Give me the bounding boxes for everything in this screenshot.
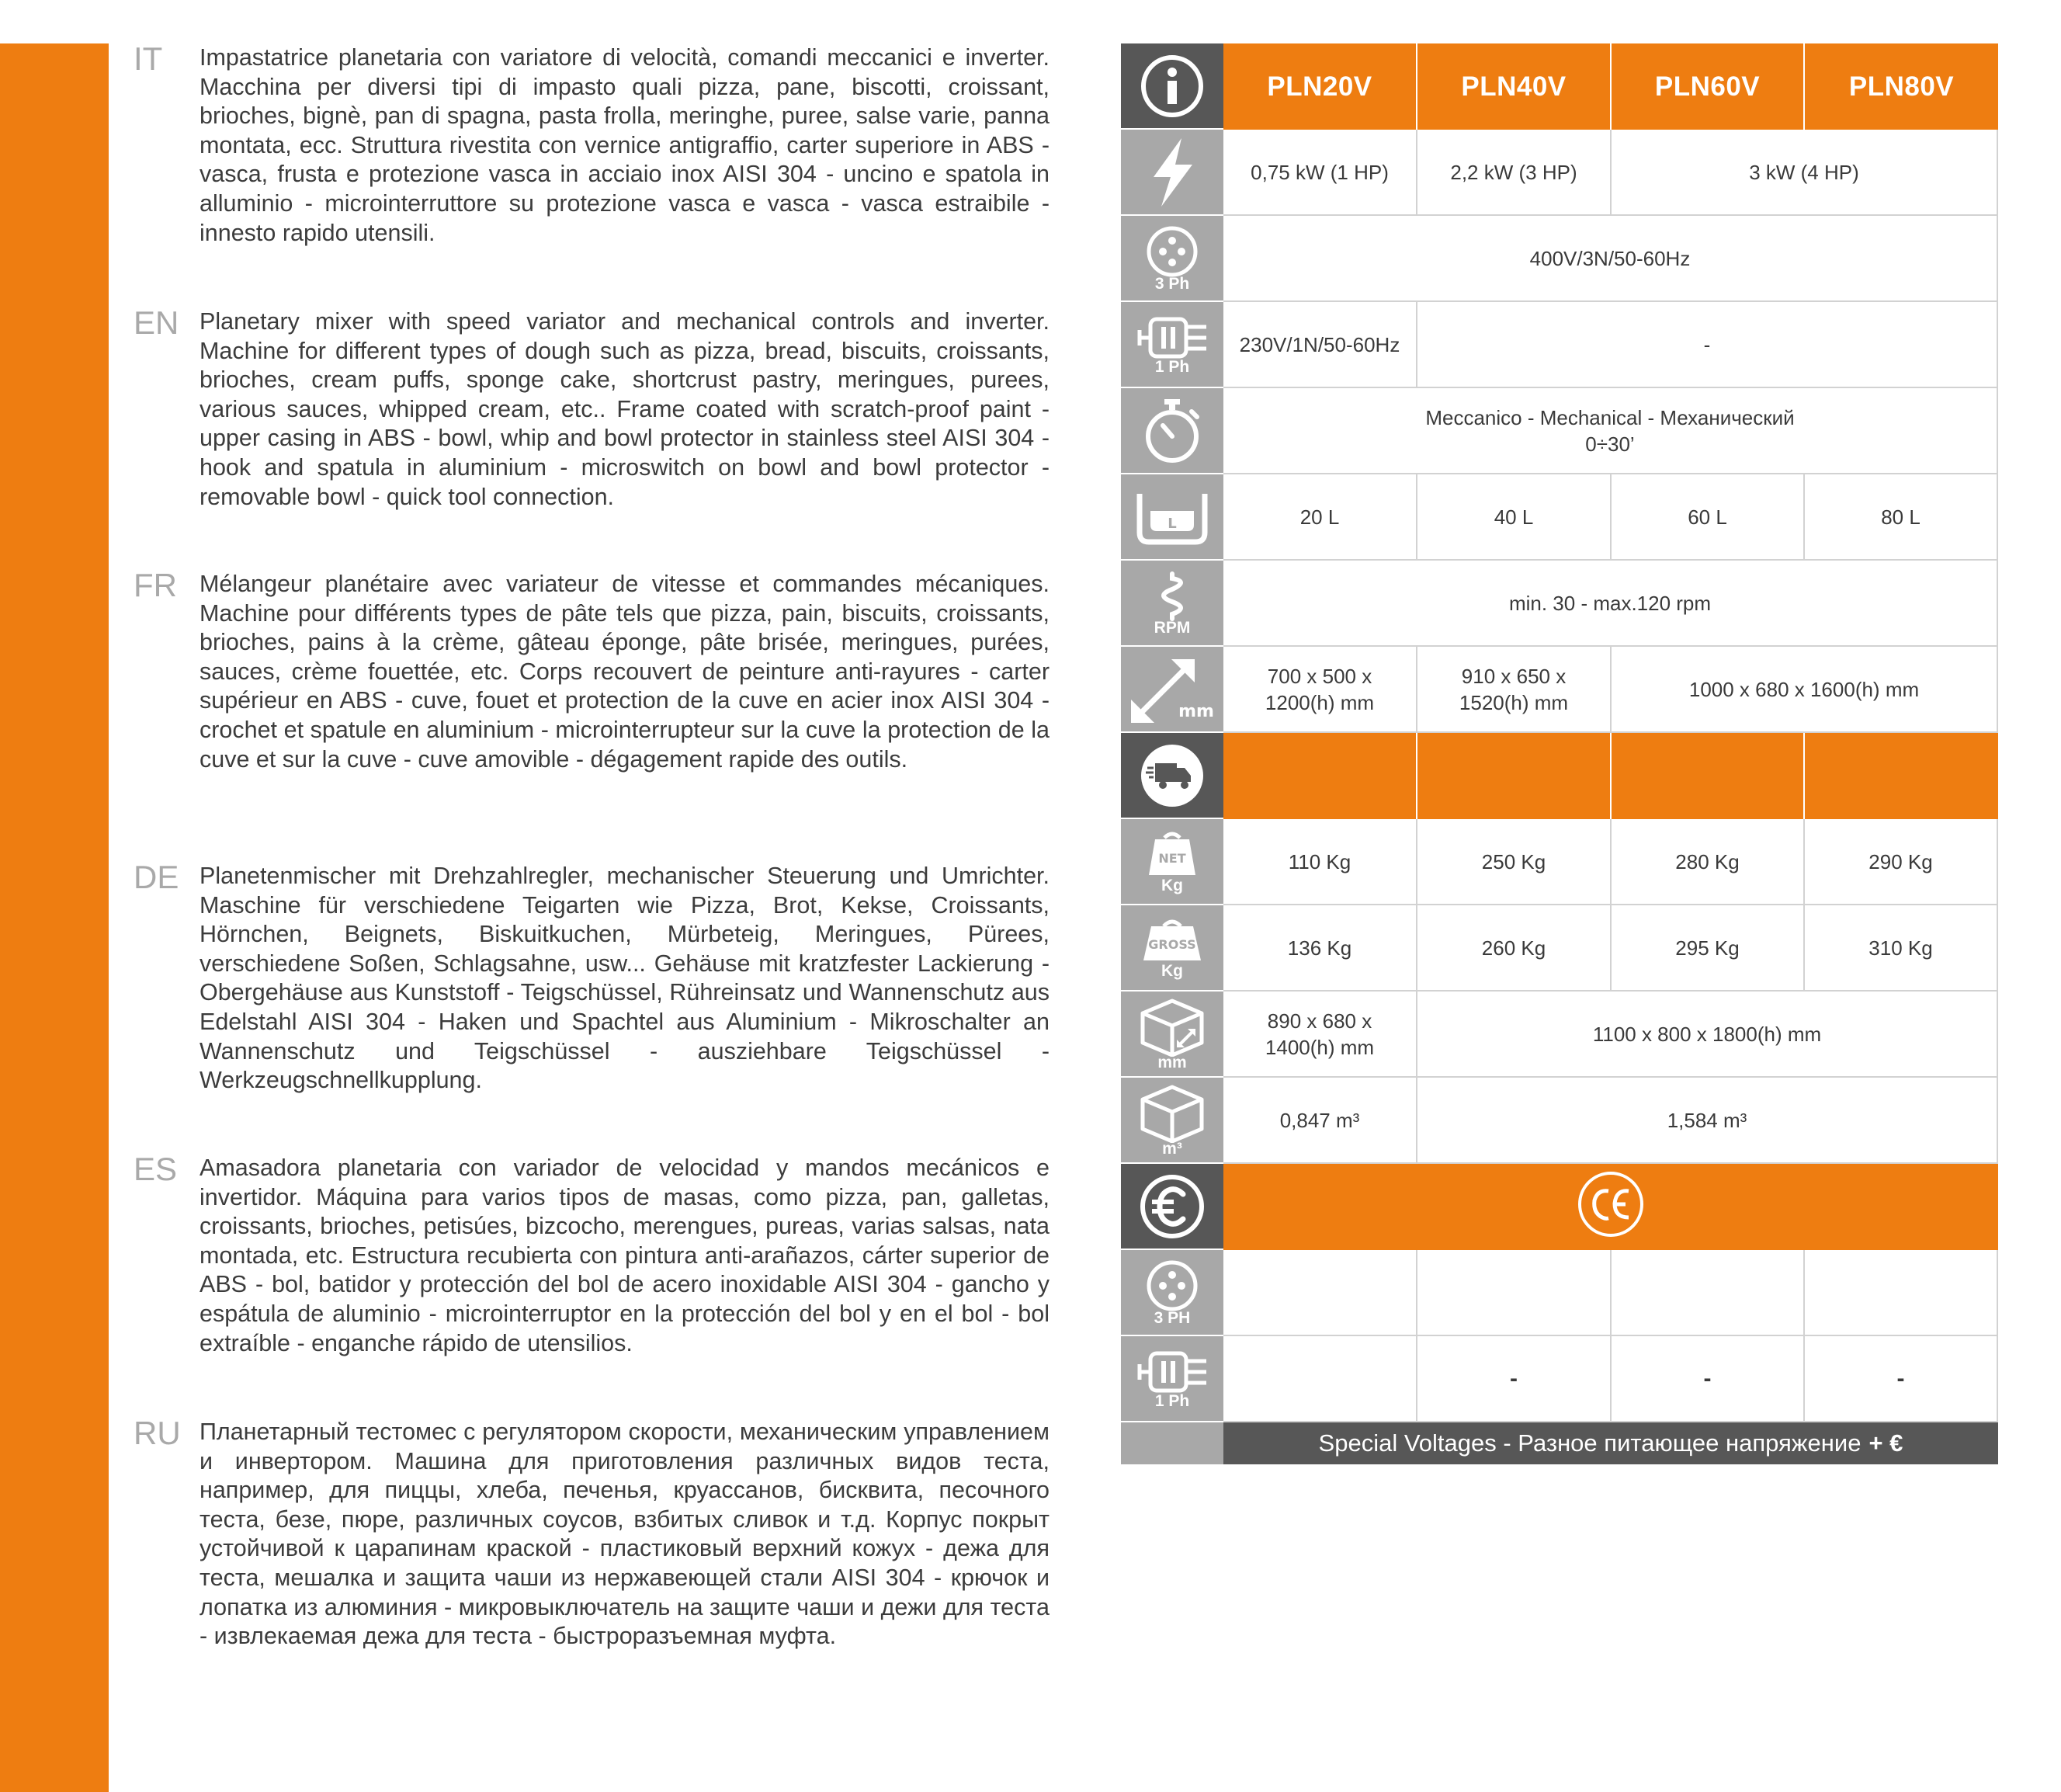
mm-label: mm — [1178, 701, 1214, 721]
package-dimensions-row — [1121, 992, 1998, 1078]
dim-line: 1400(h) mm — [1265, 1035, 1375, 1059]
speed-row — [1121, 561, 1998, 647]
footer-note — [1223, 1422, 1998, 1464]
price-1ph-pln20v — [1223, 1336, 1417, 1422]
timer-row — [1121, 388, 1998, 474]
shipping-cell — [1612, 733, 1805, 819]
model-pln40v — [1417, 43, 1612, 130]
ce-mark-icon — [1576, 1169, 1646, 1245]
bowl-l-label: L — [1168, 515, 1177, 532]
three-ph-label: 3 PH — [1154, 1308, 1191, 1327]
power-row — [1121, 130, 1998, 216]
special-voltages-footer — [1121, 1422, 1998, 1464]
price-header-row — [1121, 1164, 1998, 1250]
single-phase-row — [1121, 302, 1998, 388]
volume-cube-icon — [1121, 1078, 1223, 1164]
one-ph-label: 1 Ph — [1154, 1391, 1190, 1410]
dim-line: 890 x 680 x — [1267, 1009, 1372, 1033]
three-phase-socket-icon — [1121, 216, 1223, 302]
net-weight-pln20v: 110 Kg — [1223, 819, 1417, 905]
dimensions-pln20v — [1223, 647, 1417, 733]
gross-weight-pln60v: 295 Kg — [1612, 905, 1805, 992]
price-1ph-pln80v: - — [1805, 1336, 1998, 1422]
net-weight-row — [1121, 819, 1998, 905]
speed-value: min. 30 - max.120 rpm — [1223, 561, 1998, 647]
dimensions-pln40v — [1417, 647, 1612, 733]
footer-left-block — [1121, 1422, 1223, 1464]
model-label: PLN40V — [1461, 71, 1567, 102]
price-3ph-pln60v — [1612, 1250, 1805, 1336]
price-3ph-row — [1121, 1250, 1998, 1336]
footer-text: Special Voltages - Разное питающее напряжение — [1318, 1429, 1861, 1457]
description-text: Impastatrice planetaria con variatore di velocità, comandi meccanici e inverter. Macchina per diversi tipi di impasto quali pizza, pane, biscotti, croissant, brioches, bignè, pan di spagna, pasta frolla, meringhe, puree, salse varie, panna montata, ecc. Struttura rivestita con vernice antigraffio, carter superiore in ABS - vasca, frusta e protezione vasca in acciaio inox AISI 304 - uncino e spatola in alluminio - microinterruttore su protezione vasca e vasca - vasca estraibile - innesto rapido utensili. — [200, 44, 1050, 246]
gross-weight-icon — [1121, 905, 1223, 992]
volume-pln20v: 0,847 m³ — [1223, 1078, 1417, 1164]
price-3ph-pln80v — [1805, 1250, 1998, 1336]
net-weight-pln80v: 290 Kg — [1805, 819, 1998, 905]
model-pln20v — [1223, 43, 1417, 130]
dim-line: 1520(h) mm — [1459, 690, 1569, 714]
description-text: Mélangeur planétaire avec variateur de vitesse et commandes mécaniques. Machine pour différents types de pâte tels que pizza, pain, biscuits, croissants, brioches, pains à la crème, gâteau éponge, pâte brisée, meringues, purées, sauces, crème fouettée, etc. Corps recouvert de peinture anti-rayures - carter supérieur en ABS - cuve, fouet et protection de la cuve en acier inox AISI 304 - crochet et spatule en aluminium - microinterrupteur sur la cuve la protection de la cuve et sur la cuve - cuve amovible - dégagement rapide des outils. — [200, 571, 1050, 773]
dim-line: 700 x 500 x — [1267, 664, 1372, 688]
kg-label: Kg — [1161, 961, 1183, 980]
shipping-row — [1121, 733, 1998, 819]
language-code: ES — [134, 1151, 178, 1187]
mm-label: mm — [1157, 1053, 1187, 1071]
kg-label: Kg — [1161, 876, 1183, 894]
description-text: Amasadora planetaria con variador de velocidad y mandos mecánicos e invertidor. Máquina para varios tipos de masas, como pizza, pan, galletas, croissants, brioches, petisúes, bizcocho, merengues, pureas, varias salsas, nata montada, etc. Estructura recubierta con pintura anti-arañazos, cárter superior de ABS - bol, batidor y protección del bol de acero inoxidable AISI 304 - gancho y espátula de aluminio - microinterruptor en la protección del bol y en el bol - bol extraíble - enganche rápido de utensilios. — [200, 1155, 1050, 1356]
power-pln20v: 0,75 kW (1 HP) — [1223, 130, 1417, 216]
net-weight-pln40v: 250 Kg — [1417, 819, 1612, 905]
voltage-3ph: 400V/3N/50-60Hz — [1223, 216, 1998, 302]
gross-label: GROSS — [1148, 936, 1196, 952]
volume-row — [1121, 1078, 1998, 1164]
capacity-pln40v: 40 L — [1417, 474, 1612, 561]
orange-side-bar — [0, 43, 109, 1792]
model-label: PLN60V — [1654, 71, 1761, 102]
capacity-pln80v: 80 L — [1805, 474, 1998, 561]
m3-label: m³ — [1162, 1139, 1182, 1158]
dim-line: 910 x 650 x — [1461, 664, 1567, 688]
timer-range: 0÷30’ — [1585, 432, 1635, 456]
lightning-bolt-icon — [1121, 130, 1223, 216]
language-code: DE — [134, 859, 179, 895]
language-code: FR — [134, 567, 177, 603]
power-pln60-80: 3 kW (4 HP) — [1612, 130, 1998, 216]
spring-rpm-icon — [1121, 561, 1223, 647]
shipping-cell — [1805, 733, 1998, 819]
gross-weight-row — [1121, 905, 1998, 992]
timer-value — [1223, 388, 1998, 474]
package-dims-others: 1100 x 800 x 1800(h) mm — [1417, 992, 1998, 1078]
ce-cell — [1223, 1164, 1998, 1250]
three-ph-label: 3 Ph — [1154, 274, 1190, 293]
package-dims-pln20v — [1223, 992, 1417, 1078]
single-phase-plug-icon — [1121, 1336, 1223, 1422]
model-pln80v — [1805, 43, 1998, 130]
footer-suffix: + € — [1868, 1429, 1903, 1457]
stopwatch-icon — [1121, 388, 1223, 474]
bowl-capacity-icon — [1121, 474, 1223, 561]
net-weight-pln60v: 280 Kg — [1612, 819, 1805, 905]
header-row — [1121, 43, 1998, 130]
voltage-1ph-pln20v: 230V/1N/50-60Hz — [1223, 302, 1417, 388]
package-box-icon — [1121, 992, 1223, 1078]
dimensions-row — [1121, 647, 1998, 733]
capacity-row — [1121, 474, 1998, 561]
price-1ph-row — [1121, 1336, 1998, 1422]
gross-weight-pln40v: 260 Kg — [1417, 905, 1612, 992]
language-code: IT — [134, 40, 163, 77]
timer-type: Meccanico - Mechanical - Механический — [1425, 405, 1795, 429]
description-text: Планетарный тестомес с регулятором скорости, механическим управлением и инвертором. Машина для приготовления различных видов теста, например, для пиццы, хлеба, печенья, круассанов, бисквита, песочного теста, безе, пюре, различных соусов, взбитых сливок и т.д. Корпус покрыт устойчивой к царапинам краской - пластиковый верхний кожух - дежа для теста, мешалка и защита чаши из нержавеющей стали AISI 304 - крючок и лопатка из алюминия - микровыключатель на защите чаши и дежи для теста - извлекаемая дежа для теста - быстроразъемная муфта. — [200, 1419, 1050, 1650]
description-text: Planetary mixer with speed variator and mechanical controls and inverter. Machine for different types of dough such as pizza, bread, biscuits, croissants, brioches, cream puffs, sponge cake, shortcrust pastry, meringues, purees, various sauces, whipped cream, etc.. Frame coated with scratch-proof paint - upper casing in ABS - bowl, whip and bowl protector in stainless steel AISI 304 - hook and spatula in aluminium - microswitch on bowl and bowl protector - removable bowl - quick tool connection. — [200, 308, 1050, 510]
language-code: EN — [134, 304, 179, 341]
price-1ph-pln60v: - — [1612, 1336, 1805, 1422]
volume-others: 1,584 m³ — [1417, 1078, 1998, 1164]
voltage-1ph-others: - — [1417, 302, 1998, 388]
model-label: PLN20V — [1267, 71, 1372, 102]
price-3ph-pln40v — [1417, 1250, 1612, 1336]
net-weight-icon — [1121, 819, 1223, 905]
rpm-label: RPM — [1154, 618, 1191, 637]
dim-line: 1200(h) mm — [1265, 690, 1375, 714]
delivery-truck-icon — [1121, 733, 1223, 819]
price-1ph-pln40v: - — [1417, 1336, 1612, 1422]
price-3ph-pln20v — [1223, 1250, 1417, 1336]
net-label: NET — [1158, 850, 1186, 866]
three-phase-row — [1121, 216, 1998, 302]
three-phase-socket-icon — [1121, 1250, 1223, 1336]
diagonal-arrow-dimensions-icon — [1121, 647, 1223, 733]
capacity-pln60v: 60 L — [1612, 474, 1805, 561]
power-pln40v: 2,2 kW (3 HP) — [1417, 130, 1612, 216]
euro-circle-icon — [1121, 1164, 1223, 1250]
model-pln60v — [1612, 43, 1805, 130]
shipping-cell — [1223, 733, 1417, 819]
gross-weight-pln20v: 136 Kg — [1223, 905, 1417, 992]
gross-weight-pln80v: 310 Kg — [1805, 905, 1998, 992]
one-ph-label: 1 Ph — [1154, 357, 1190, 376]
single-phase-plug-icon — [1121, 302, 1223, 388]
shipping-cell — [1417, 733, 1612, 819]
dimensions-pln60-80: 1000 x 680 x 1600(h) mm — [1612, 647, 1998, 733]
language-code: RU — [134, 1415, 181, 1451]
description-text: Planetenmischer mit Drehzahlregler, mechanischer Steuerung und Umrichter. Maschine für verschiedene Teigarten wie Pizza, Brot, Kekse, Croissants, Hörnchen, Beignets, Biskuitkuchen, Mürbeteig, Meringues, Pürees, verschiedene Soßen, Schlagsahne, usw... Gehäuse mit kratzfester Lackierung - Obergehäuse aus Kunststoff - Teigschüssel, Rühreinsatz und Wannenschutz aus Edelstahl AISI 304 - Haken und Spachtel aus Aluminium - Mikroschalter an Wannenschutz und Teigschüssel - ausziehbare Teigschüssel - Werkzeugschnellkupplung. — [200, 863, 1050, 1094]
model-label: PLN80V — [1848, 71, 1955, 102]
info-circle-icon — [1121, 43, 1223, 130]
capacity-pln20v: 20 L — [1223, 474, 1417, 561]
